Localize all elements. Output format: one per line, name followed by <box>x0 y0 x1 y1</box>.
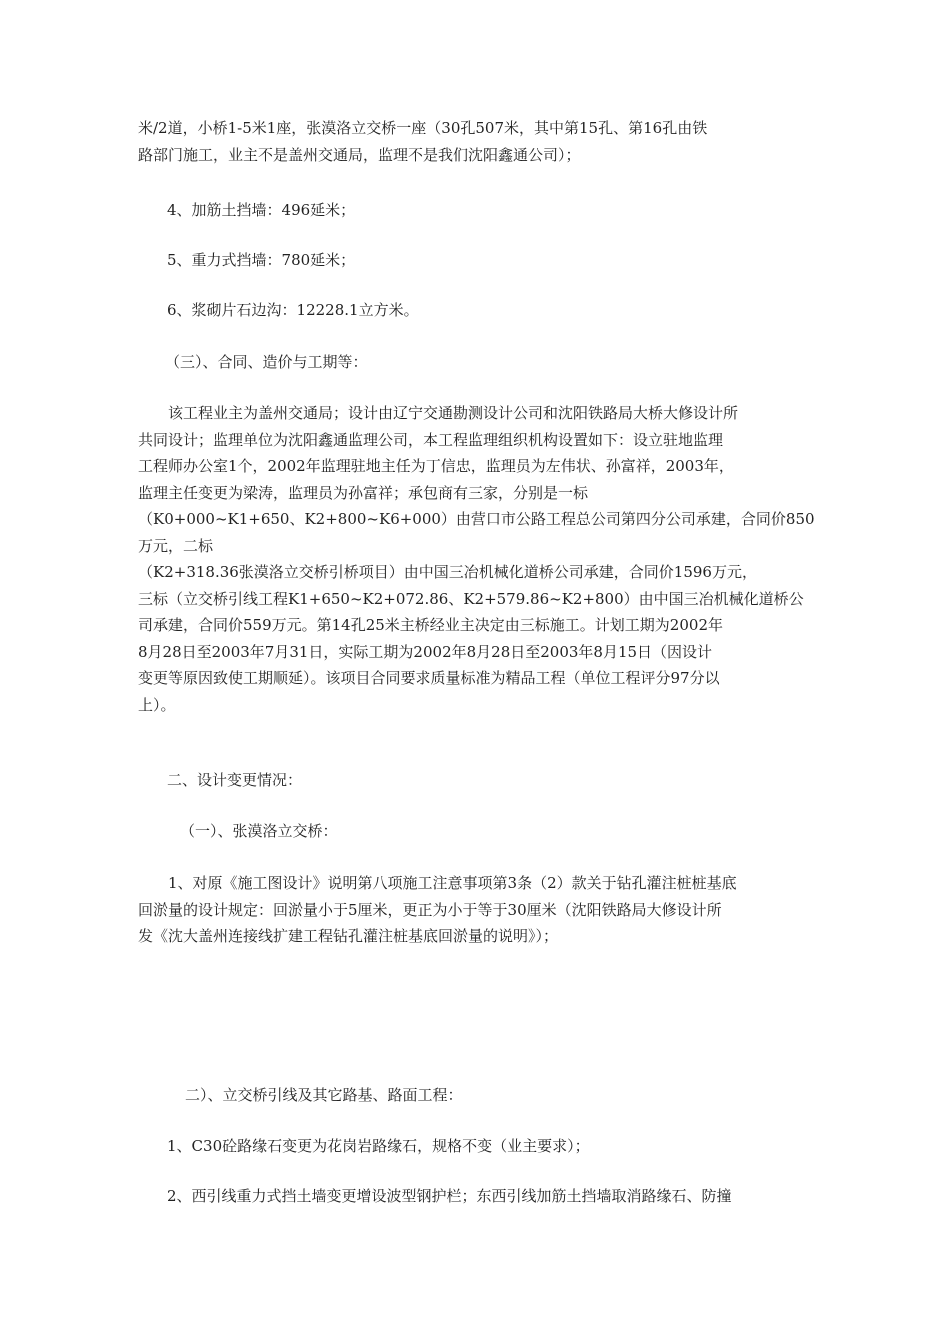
text-line: 万元，二标 <box>138 536 214 555</box>
text-line: 二）、立交桥引线及其它路基、路面工程： <box>185 1086 463 1104</box>
text-line: 2、西引线重力式挡土墙变更增设波型钢护栏；东西引线加筋土挡墙取消路缘石、防撞 <box>167 1187 732 1205</box>
paragraph-item-6 <box>167 297 847 324</box>
text-line: 上）。 <box>138 695 176 714</box>
text-line: 路部门施工，业主不是盖州交通局，监理不是我们沈阳鑫通公司）； <box>138 145 581 164</box>
text-line: 变更等原因致使工期顺延）。该项目合同要求质量标准为精品工程（单位工程评分97分以 <box>138 669 720 687</box>
text-line: 该工程业主为盖州交通局；设计由辽宁交通勘测设计公司和沈阳铁路局大桥大修设计所 <box>168 404 739 422</box>
text-line: 1、C30砼路缘石变更为花岗岩路缘石，规格不变（业主要求）； <box>167 1137 590 1155</box>
paragraph-bridge-summary <box>138 115 818 168</box>
paragraph-change-1 <box>138 870 818 950</box>
text-line: 6、浆砌片石边沟：12228.1立方米。 <box>167 301 419 319</box>
subsection-heading-interchange <box>180 818 860 845</box>
text-line: （一）、张漠洛立交桥： <box>180 822 338 840</box>
text-line: 二、设计变更情况： <box>167 771 303 789</box>
text-line: （K2+318.36张漠洛立交桥引桥项目）由中国三冶机械化道桥公司承建，合同价1596万元， <box>138 563 757 581</box>
paragraph-item-5 <box>167 247 847 274</box>
text-line: 回淤量的设计规定：回淤量小于5厘米，更正为小于等于30厘米（沈阳铁路局大修设计所 <box>138 900 722 919</box>
text-line: 工程师办公室1个，2002年监理驻地主任为丁信忠，监理员为左伟状、孙富祥，2003年， <box>138 457 734 475</box>
paragraph-item-4 <box>167 197 847 224</box>
subsection-heading-approach-roads <box>185 1082 865 1109</box>
paragraph-road-item-1 <box>167 1133 847 1160</box>
text-line: （K0+000~K1+650、K2+800~K6+000）由营口市公路工程总公司第四分公司承建，合同价850 <box>138 510 815 528</box>
section-heading-design-changes <box>167 767 847 794</box>
text-line: 4、加筋土挡墙：496延米； <box>167 201 356 219</box>
paragraph-contract-details <box>138 400 818 718</box>
text-line: 米/2道，小桥1-5米1座，张漠洛立交桥一座（30孔507米，其中第15孔、第16孔由铁 <box>138 119 708 137</box>
section-heading-contract <box>165 349 845 376</box>
text-line: 8月28日至2003年7月31日，实际工期为2002年8月28日至2003年8月15日（因设计 <box>138 642 713 661</box>
text-line: （三）、合同、造价与工期等： <box>165 353 368 371</box>
text-line: 1、对原《施工图设计》说明第八项施工注意事项第3条（2）款关于钻孔灌注桩桩基底 <box>168 874 737 892</box>
text-line: 监理主任变更为梁涛，监理员为孙富祥；承包商有三家，分别是一标 <box>138 483 589 502</box>
text-line: 共同设计；监理单位为沈阳鑫通监理公司，本工程监理组织机构设置如下：设立驻地监理 <box>138 430 724 449</box>
text-line: 发《沈大盖州连接线扩建工程钻孔灌注桩基底回淤量的说明》）； <box>138 927 559 945</box>
text-line: 司承建，合同价559万元。第14孔25米主桥经业主决定由三标施工。计划工期为2002年 <box>138 616 723 634</box>
text-line: 三标（立交桥引线工程K1+650~K2+072.86、K2+579.86~K2+800）由中国三冶机械化道桥公 <box>138 589 804 608</box>
text-line: 5、重力式挡墙：780延米； <box>167 251 356 269</box>
paragraph-road-item-2 <box>167 1183 847 1210</box>
